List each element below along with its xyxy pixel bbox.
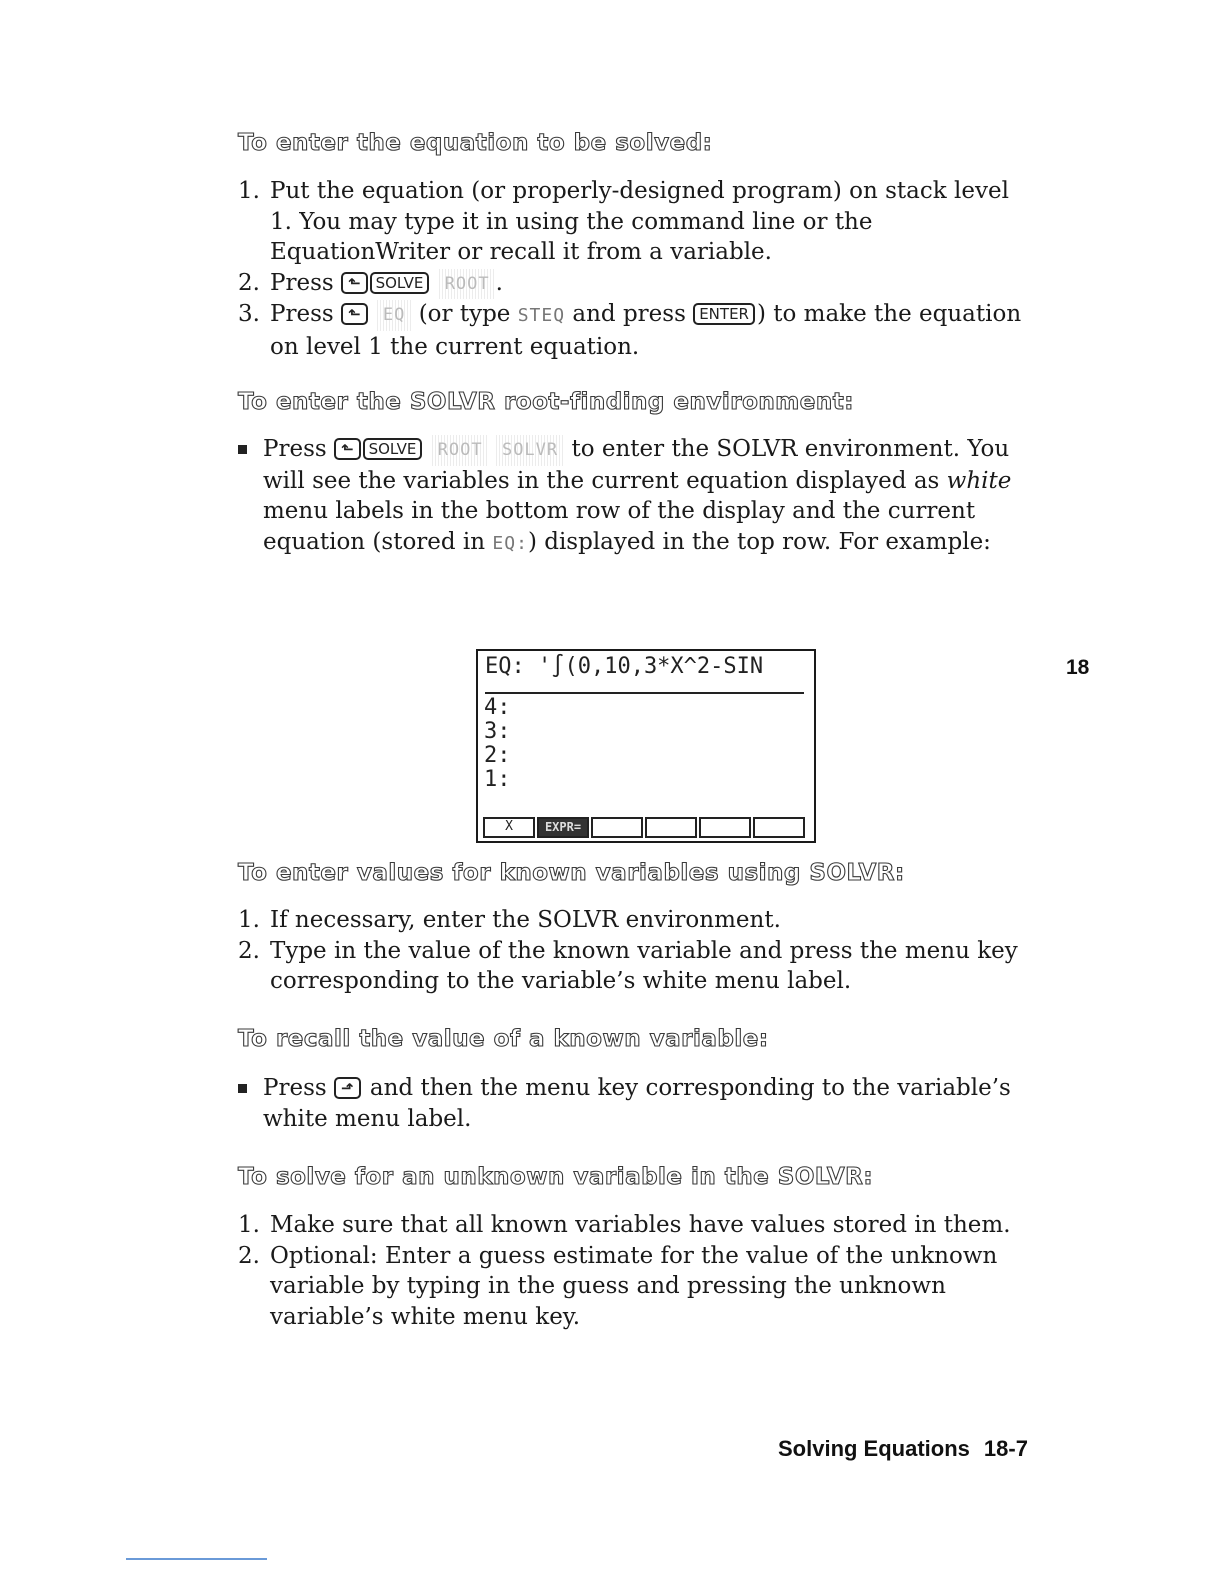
left-shift-key-icon: ⬑ xyxy=(341,303,368,325)
solve-key: SOLVE xyxy=(363,438,423,460)
bullet-text: menu labels in the bottom row of the display and the current equation (stored in xyxy=(263,498,976,555)
softkey-blank xyxy=(753,817,805,838)
section-heading-known-values: To enter values for known variables using SOLVR: xyxy=(238,860,905,886)
footer-page-number: 18-7 xyxy=(983,1436,1028,1461)
left-shift-key-icon: ⬑ xyxy=(334,438,361,460)
chapter-tab: 18 xyxy=(1066,656,1090,679)
bullet-text: Press xyxy=(263,436,327,462)
step-number: 1. xyxy=(238,907,260,933)
bullet-text: to enter the SOLVR environment. You will see the variables in the current equation displayed as xyxy=(263,436,1010,494)
step-text: Optional: Enter a guess estimate for the value of the unknown variable by typing in the guess and pressing the unknown variable’s white menu key. xyxy=(270,1242,998,1330)
bottom-divider xyxy=(126,1558,267,1560)
display-softkey-row xyxy=(483,817,805,838)
softkey-expr: EXPR= xyxy=(537,817,589,838)
left-shift-key-icon: ⬑ xyxy=(341,272,368,294)
stack-level-label: 3: xyxy=(484,719,511,744)
solvr-environment-list xyxy=(238,434,1028,559)
step-number: 1. xyxy=(238,178,260,204)
step-number: 1. xyxy=(238,1212,260,1238)
bullet-icon xyxy=(238,445,247,454)
step-number: 2. xyxy=(238,269,260,296)
calculator-display xyxy=(476,649,816,843)
list-item xyxy=(238,1210,1038,1241)
list-item xyxy=(238,905,1028,936)
known-values-steps xyxy=(238,905,1028,997)
list-item xyxy=(238,936,1028,997)
display-equation-line: EQ: '∫(0,10,3*X^2-SIN xyxy=(485,654,764,679)
solve-key: SOLVE xyxy=(370,272,430,294)
softkey-x: X xyxy=(483,817,535,838)
step-text: and press xyxy=(572,301,686,327)
step-text: ) to make the equation on level 1 the current equation. xyxy=(270,301,1022,360)
section-heading-solvr-environment: To enter the SOLVR root-finding environment: xyxy=(238,389,854,415)
softkey-blank xyxy=(591,817,643,838)
white-emphasis: white xyxy=(946,467,1012,494)
list-item xyxy=(238,434,1028,559)
step-text: Put the equation (or properly-designed program) on stack level 1. You may type it in using the command line or the EquationWriter or recall it from a variable. xyxy=(270,178,1009,265)
list-item xyxy=(238,268,1038,300)
right-shift-key-icon: ⬏ xyxy=(334,1077,361,1099)
list-item xyxy=(238,176,1038,268)
step-text: . xyxy=(495,269,503,296)
step-number: 3. xyxy=(238,301,260,327)
steq-command: STEQ xyxy=(517,305,566,326)
section-heading-solve-unknown: To solve for an unknown variable in the SOLVR: xyxy=(238,1164,874,1190)
enter-key: ENTER xyxy=(693,303,755,325)
step-text: (or type xyxy=(418,301,511,327)
step-text: Press xyxy=(270,301,334,327)
root-menu-label: ROOT xyxy=(439,269,496,300)
step-number: 2. xyxy=(238,937,260,964)
stack-level-label: 1: xyxy=(484,767,511,792)
softkey-blank xyxy=(699,817,751,838)
bullet-text: ) displayed in the top row. For example: xyxy=(527,528,991,555)
display-divider xyxy=(485,692,804,694)
step-text: Make sure that all known variables have values stored in them. xyxy=(270,1212,1011,1238)
bullet-text: and then the menu key corresponding to the variable’s white menu label. xyxy=(263,1075,1011,1132)
eq-menu-label: EQ xyxy=(377,300,411,331)
recall-value-list xyxy=(238,1073,1028,1134)
stack-level-label: 2: xyxy=(484,743,511,768)
solvr-menu-label: SOLVR xyxy=(496,435,564,466)
section-heading-recall-value: To recall the value of a known variable: xyxy=(238,1026,769,1052)
list-item xyxy=(238,299,1038,362)
softkey-blank xyxy=(645,817,697,838)
section-heading-enter-equation: To enter the equation to be solved: xyxy=(238,130,713,156)
list-item xyxy=(238,1241,1038,1333)
step-text: If necessary, enter the SOLVR environment. xyxy=(270,907,781,933)
page-footer xyxy=(778,1436,1028,1462)
bullet-icon xyxy=(238,1084,247,1093)
root-menu-label: ROOT xyxy=(432,435,489,466)
footer-chapter-title: Solving Equations xyxy=(778,1436,970,1461)
bullet-text: Press xyxy=(263,1075,327,1101)
step-number: 2. xyxy=(238,1242,260,1269)
step-text: Type in the value of the known variable and press the menu key corresponding to the variable’s white menu label. xyxy=(270,937,1018,994)
enter-equation-steps xyxy=(238,176,1038,362)
solve-unknown-steps xyxy=(238,1210,1038,1332)
stack-level-label: 4: xyxy=(484,695,511,720)
step-text: Press xyxy=(270,269,334,296)
eq-command: EQ: xyxy=(492,532,528,554)
list-item xyxy=(238,1073,1028,1134)
